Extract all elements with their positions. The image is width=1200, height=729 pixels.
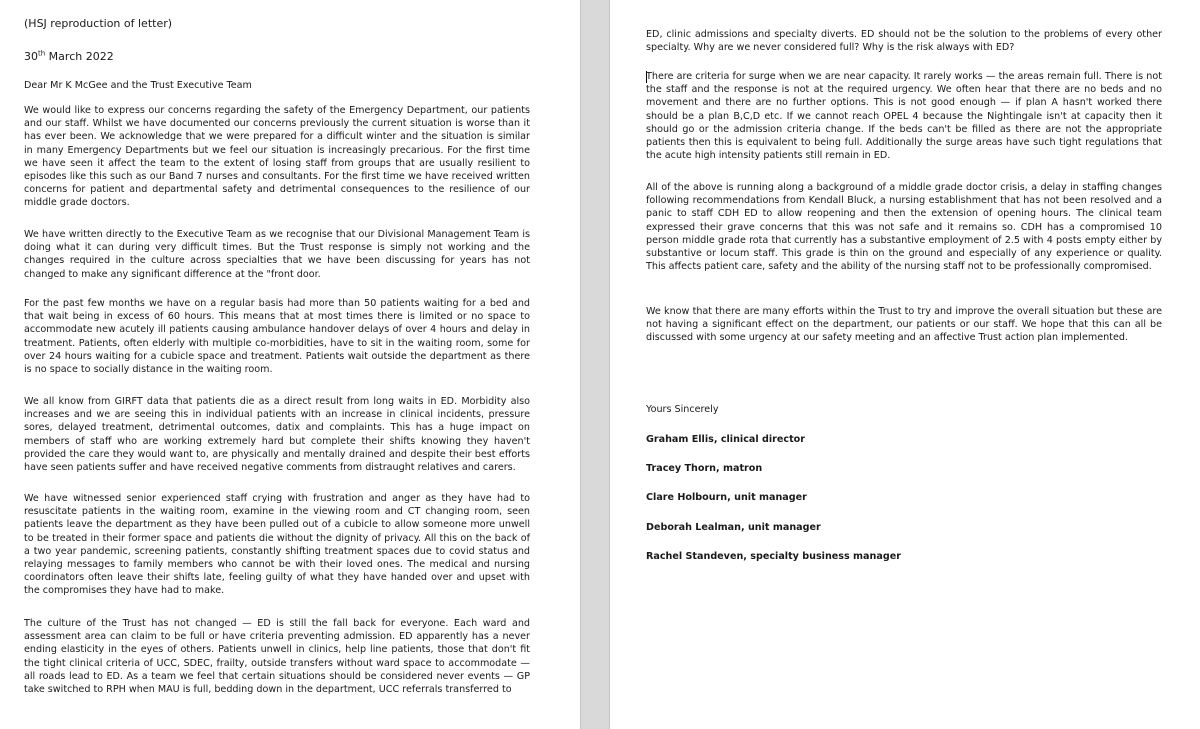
paragraph: We have witnessed senior experienced staff crying with frustration and anger as they have had to resuscitate patients in the waiting room, examine in the viewing room and CT changing room, seen patients leave the department as they have been pulled out of a cubicle to allow someone more unwell to be treated in their former space and patients die without the dignity of privacy. All this on the back of a two year pandemic, screening patients, constantly shifting treatment spaces due to covid status and relaying messages to family members who cannot be with their loved ones. The medical and nursing coordinators often leave their shifts late, feeling guilty of what they have handed over and upset with the compromises they have had to make. <box>24 493 530 597</box>
signatory: Graham Ellis, clinical director <box>646 434 805 445</box>
paragraph: All of the above is running along a background of a middle grade doctor crisis, a delay in staffing changes following recommendations from Kendall Bluck, a nursing establishment that has not been resolved and a panic to staff CDH ED to allow reopening and then the extension of opening hours. The clinical team expressed their grave concerns that this was not safe and it remains so. CDH has a compromised 10 person middle grade rota that currently has a substantive employment of 2.5 with 4 posts empty either by substantive or locum staff. This grade is thin on the ground and especially of any experience or quality. This affects patient care, safety and the ability of the nursing staff not to be professionally compromised. <box>646 182 1162 273</box>
paragraph: We have written directly to the Executive Team as we recognise that our Divisional Management Team is doing what it can during very difficult times. But the Trust response is simply not working and the changes required in the culture across specialties that we have been discussing for years has not changed to make any significant difference at the "front door. <box>24 229 530 280</box>
paragraph: There are criteria for surge when we are near capacity. It rarely works — the areas remain full. There is not the staff and the response is not at the required urgency. We often hear that there are no beds and no movement and there are no further options. This is not good enough — if plan A hasn't worked there should be a plan B,C,D etc. If we cannot reach OPEL 4 because the Nightingale isn't at capacity then it should go or the admission criteria change. If the beds can't be filled as there are not the appropriate patients then this is equivalent to being full. Additionally the surge areas have such tight regulations that the acute high intensity patients still remain in ED. <box>646 71 1162 162</box>
signoff: Yours Sincerely <box>646 404 719 415</box>
page-gap <box>580 0 610 729</box>
paragraph: The culture of the Trust has not changed — ED is still the fall back for everyone. Each ward and assessment area can claim to be full or have criteria preventing admission. ED apparently has a never ending elasticity in the eyes of others. Patients unwell in clinics, help line patients, those that don't fit the tight clinical criteria of UCC, SDEC, frailty, outside transfers without ward space to accommodate — all roads lead to ED. As a team we feel that certain situations should be considered never events — GP take switched to RPH when MAU is full, bedding down in the department, UCC referrals transferred to <box>24 618 530 696</box>
paragraph: For the past few months we have on a regular basis had more than 50 patients waiting for a bed and that wait being in excess of 60 hours. This means that at most times there is limited or no space to accommodate new acutely ill patients causing ambulance handover delays of over 4 hours and delay in treatment. Patients, often elderly with multiple co-morbidities, have to sit in the waiting room, some for over 24 hours waiting for a cubicle space and treatment. Patients wait outside the department as there is no space to socially distance in the waiting room. <box>24 298 530 376</box>
signatory: Rachel Standeven, specialty business manager <box>646 551 901 562</box>
date-day: 30 <box>24 50 38 63</box>
paragraph: ED, clinic admissions and specialty diverts. ED should not be the solution to the problems of every other specialty. Why are we never considered full? Why is the risk always with ED? <box>646 29 1162 54</box>
date-suffix: th <box>38 49 46 58</box>
paragraph: We would like to express our concerns regarding the safety of the Emergency Department, our patients and our staff. Whilst we have documented our concerns previously the current situation is worse than it has ever been. We acknowledge that we were prepared for a difficult winter and the situation is similar in many Emergency Departments but we feel our situation is increasingly precarious. For the first time we have seen it affect the team to the extent of losing staff from groups that are usually resilient to episodes like this such as our Band 7 nurses and consultants. For the first time we have received written concerns for patient and departmental safety and detrimental consequences to the resilience of our middle grade doctors. <box>24 105 530 209</box>
paragraph: We know that there are many efforts within the Trust to try and improve the overall situation but these are not having a significant effect on the department, our patients or our staff. We hope that this can all be discussed with some urgency at our safety meeting and an affective Trust action plan implemented. <box>646 306 1162 344</box>
paragraph: We all know from GIRFT data that patients die as a direct result from long waits in ED. Morbidity also increases and we are seeing this in individual patients with an increase in clinical incidents, pressure sores, delayed treatment, detrimental outcomes, datix and complaints. This has a huge impact on members of staff who are working extremely hard but complete their shifts knowing they haven't provided the care they would want to, are physically and mentally drained and despite their best efforts have seen patients suffer and have received negative comments from distraught relatives and carers. <box>24 396 530 474</box>
signatory: Deborah Lealman, unit manager <box>646 522 821 533</box>
letter-heading: (HSJ reproduction of letter) <box>24 17 173 30</box>
signatory: Clare Holbourn, unit manager <box>646 492 807 503</box>
document-page-left[interactable] <box>0 0 580 729</box>
letter-date <box>24 50 530 63</box>
salutation: Dear Mr K McGee and the Trust Executive Team <box>24 80 252 91</box>
signatory: Tracey Thorn, matron <box>646 463 763 474</box>
date-rest: March 2022 <box>45 50 114 63</box>
document-page-right[interactable] <box>610 0 1200 729</box>
